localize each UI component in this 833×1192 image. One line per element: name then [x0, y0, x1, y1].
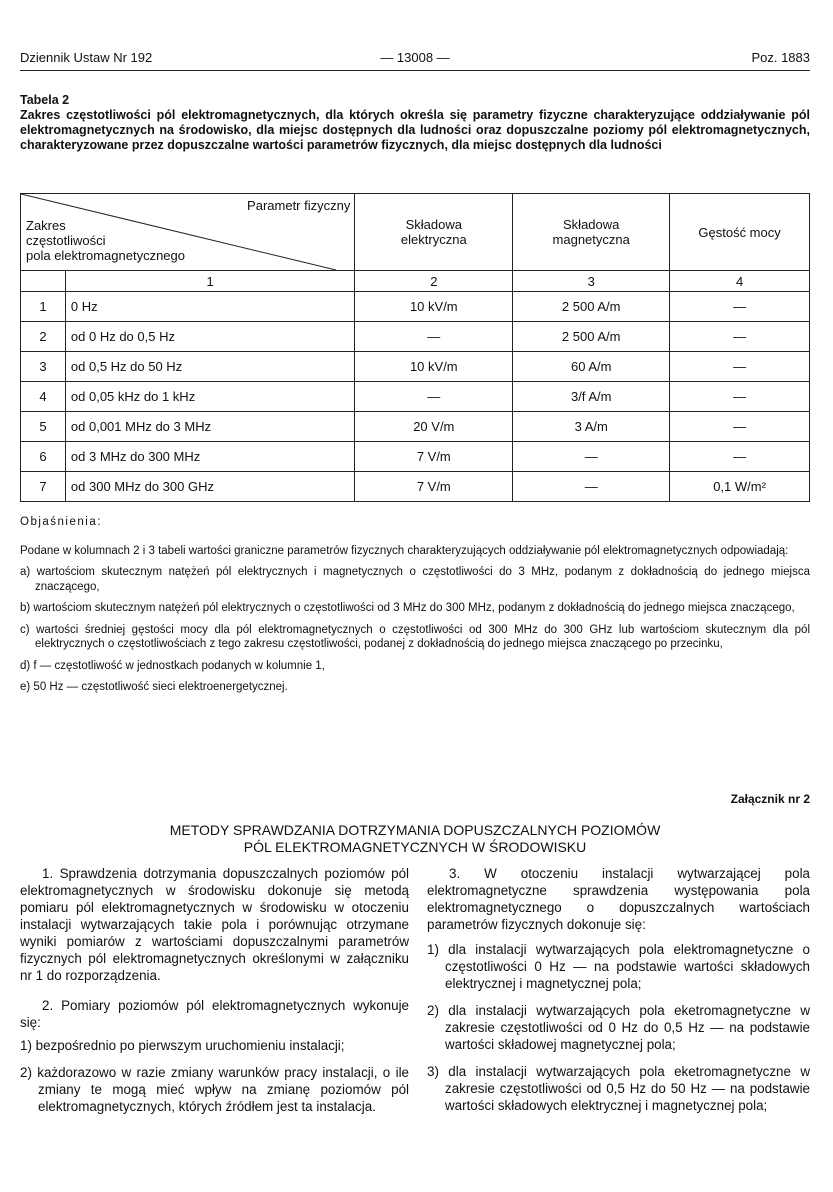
paragraph: 3. W otoczeniu instalacji wytwarzającej pola elektromagnetyczne sprawdzenia występowania pola elektromagnetycznego o dopuszczalnych wartościach parametrów fizycznych dokonuje się:	[427, 866, 810, 932]
table-header-row	[21, 194, 810, 271]
annex-title: METODY SPRAWDZANIA DOTRZYMANIA DOPUSZCZALNYCH POZIOMÓW PÓL ELEKTROMAGNETYCZNYCH W ŚRODOWISKU	[169, 822, 661, 855]
electric-value: 7 V/m	[355, 442, 513, 472]
table-caption: Zakres częstotliwości pól elektromagnetycznych, dla których określa się parametry fizyczne charakteryzujące oddziaływanie pól elektromagnetycznych na środowisko, dla miejsc dostępnych dla ludności oraz dopuszczalne poziomy pól elektromagnetycznych, charakteryzowane przez dopuszczalne wartości parametrów fizycznych, dla miejsc dostępnych dla ludności	[20, 108, 810, 152]
page-number: — 13008 —	[380, 50, 450, 65]
electric-value: 20 V/m	[355, 412, 513, 442]
table-row	[21, 442, 810, 472]
electric-value: 7 V/m	[355, 472, 513, 502]
table-row	[21, 292, 810, 322]
list-item: 2) każdorazowo w razie zmiany warunków pracy instalacji, o ile zmiany te mogą mieć wpływ na zmianę poziomów pól elektromagnetycznych, których źródłem jest ta instalacja.	[20, 1065, 409, 1114]
table-row	[21, 382, 810, 412]
annex-label: Załącznik nr 2	[730, 792, 810, 806]
row-number: 6	[21, 442, 66, 472]
note-item: e) 50 Hz — częstotliwość sieci elektroenergetycznej.	[20, 681, 288, 693]
page-header	[20, 50, 810, 70]
notes-title: Objaśnienia:	[20, 516, 102, 528]
row-number: 1	[21, 292, 66, 322]
paragraph: 1. Sprawdzenia dotrzymania dopuszczalnych poziomów pól elektromagnetycznych w środowisku dokonuje się metodą pomiaru pól elektromagnetycznych w środowisku w otoczeniu instalacji wytwarzających takie pola i porównując otrzymane wyniki pomiarów z wartościami dopuszczalnymi parametrów fizycznych pól elektromagnetycznych określonymi w załączniku nr 1 do rozporządzenia.	[20, 866, 409, 983]
magnetic-value: 2 500 A/m	[513, 322, 670, 352]
corner-header-frequency-range: Zakres częstotliwości pola elektromagnetycznego	[26, 218, 185, 263]
power-density-value: —	[670, 412, 810, 442]
row-number: 7	[21, 472, 66, 502]
row-number: 5	[21, 412, 66, 442]
header-divider	[20, 70, 810, 71]
power-density-value: —	[670, 382, 810, 412]
frequency-range: od 3 MHz do 300 MHz	[65, 442, 354, 472]
col-header-electric: Składowa elektryczna	[355, 194, 513, 271]
power-density-value: —	[670, 442, 810, 472]
table-row	[21, 322, 810, 352]
list-item: 3) dla instalacji wytwarzających pola eketromagnetyczne w zakresie częstotliwości od 0,5 Hz do 50 Hz — na podstawie wartości składowych elektrycznej i magnetycznej pola;	[427, 1064, 810, 1113]
list-item: 1) bezpośrednio po pierwszym uruchomieniu instalacji;	[20, 1038, 345, 1053]
frequency-range: od 0,05 kHz do 1 kHz	[65, 382, 354, 412]
magnetic-value: 2 500 A/m	[513, 292, 670, 322]
frequency-range: od 0 Hz do 0,5 Hz	[65, 322, 354, 352]
electric-value: —	[355, 382, 513, 412]
row-number: 3	[21, 352, 66, 382]
frequency-range: 0 Hz	[65, 292, 354, 322]
power-density-value: 0,1 W/m²	[670, 472, 810, 502]
table-label: Tabela 2	[20, 93, 70, 107]
right-column	[427, 865, 810, 1124]
col-number: 2	[355, 271, 513, 292]
magnetic-value: 3 A/m	[513, 412, 670, 442]
position-number: Poz. 1883	[751, 50, 810, 65]
paragraph: 2. Pomiary poziomów pól elektromagnetycznych wykonuje się:	[20, 998, 409, 1030]
electric-value: 10 kV/m	[355, 352, 513, 382]
col-header-power-density: Gęstość mocy	[670, 194, 810, 271]
magnetic-value: —	[513, 442, 670, 472]
limits-table	[20, 193, 810, 502]
note-item: d) f — częstotliwość w jednostkach podanych w kolumnie 1,	[20, 659, 325, 672]
corner-cell	[21, 194, 355, 271]
left-column	[20, 865, 409, 1125]
notes-intro: Podane w kolumnach 2 i 3 tabeli wartości graniczne parametrów fizycznych charakteryzujących oddziaływanie pól elektromagnetycznych odpowiadają:	[20, 544, 789, 557]
electric-value: 10 kV/m	[355, 292, 513, 322]
magnetic-value: 60 A/m	[513, 352, 670, 382]
row-number: 4	[21, 382, 66, 412]
frequency-range: od 300 MHz do 300 GHz	[65, 472, 354, 502]
electric-value: —	[355, 322, 513, 352]
note-item: b) wartościom skutecznym natężeń pól elektrycznych o częstotliwości od 3 MHz do 300 MHz, podanym z dokładnością do jednego miejsca znaczącego,	[20, 602, 795, 614]
magnetic-value: 3/f A/m	[513, 382, 670, 412]
row-number: 2	[21, 322, 66, 352]
col-header-magnetic: Składowa magnetyczna	[513, 194, 670, 271]
table-row	[21, 412, 810, 442]
frequency-range: od 0,5 Hz do 50 Hz	[65, 352, 354, 382]
col-number: 1	[65, 271, 354, 292]
list-item: 2) dla instalacji wytwarzających pola eketromagnetyczne w zakresie częstotliwości od 0 Hz do 0,5 Hz — na podstawie wartości składowej magnetycznej pola;	[427, 1003, 810, 1052]
col-number: 4	[670, 271, 810, 292]
column-number-row	[21, 271, 810, 292]
journal-name: Dziennik Ustaw Nr 192	[20, 50, 153, 65]
power-density-value: —	[670, 322, 810, 352]
power-density-value: —	[670, 292, 810, 322]
power-density-value: —	[670, 352, 810, 382]
col-number: 3	[513, 271, 670, 292]
note-item: c) wartości średniej gęstości mocy dla pól elektromagnetycznych o częstotliwości od 300 MHz do 300 GHz lub wartościom skutecznym dla pól elektrycznych o częstotliwościach z tego zakresu częstotliwości, podanej z dokładnością do jednego miejsca znaczącego po przecinku,	[20, 623, 810, 650]
list-item: 1) dla instalacji wytwarzających pola elektromagnetyczne o częstotliwości 0 Hz — na podstawie wartości składowych elektrycznej i magnetycznej pola;	[427, 942, 810, 991]
table-row	[21, 472, 810, 502]
note-item: a) wartościom skutecznym natężeń pól elektrycznych i magnetycznych o częstotliwości do 3 MHz, podanym z dokładnością do jednego miejsca znaczącego,	[20, 566, 810, 593]
notes-section	[20, 515, 810, 702]
frequency-range: od 0,001 MHz do 3 MHz	[65, 412, 354, 442]
magnetic-value: —	[513, 472, 670, 502]
table-row	[21, 352, 810, 382]
corner-header-physical-parameter: Parametr fizyczny	[247, 198, 351, 213]
